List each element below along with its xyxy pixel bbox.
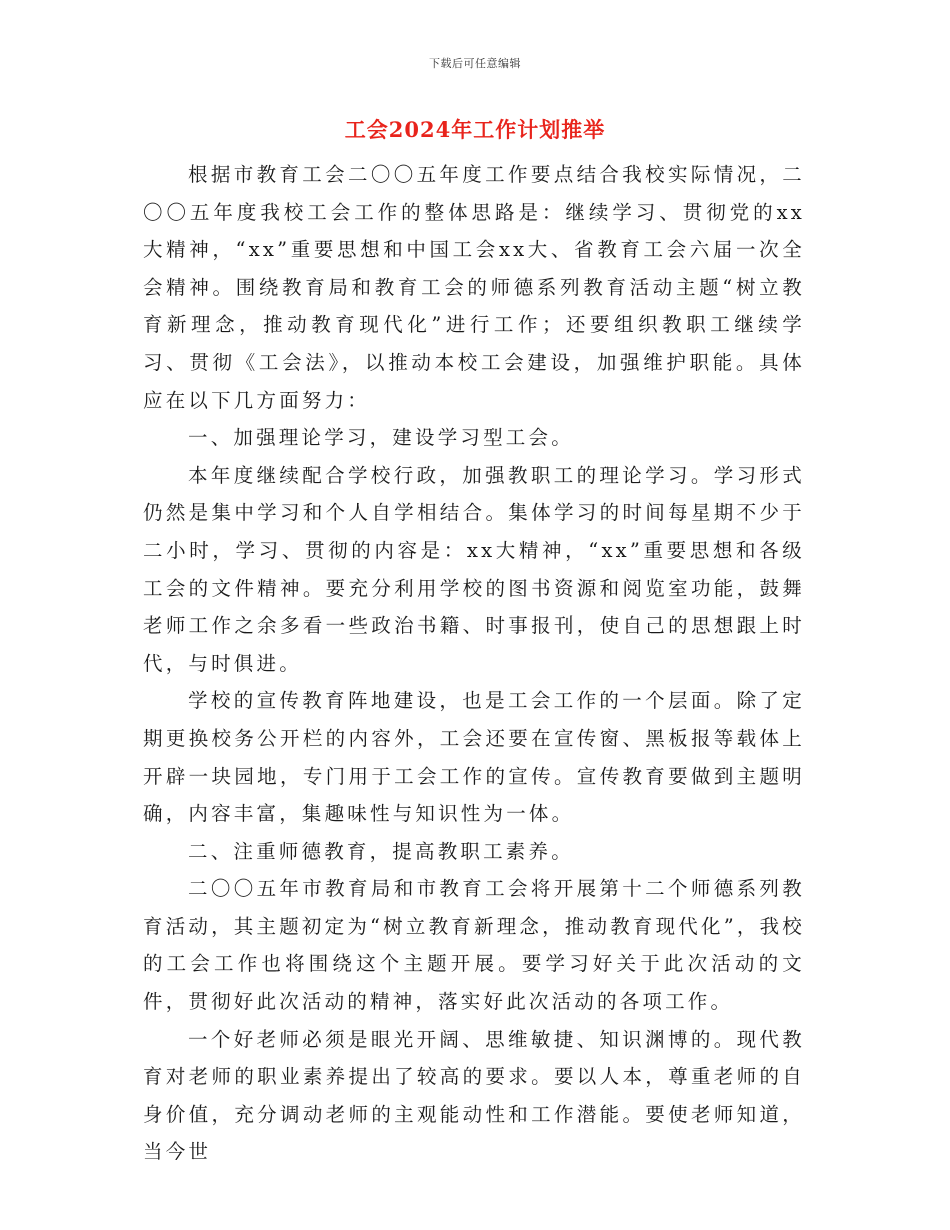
paragraph: 本年度继续配合学校行政，加强教职工的理论学习。学习形式仍然是集中学习和个人自学相结合。集体学习的时间每星期不少于二小时，学习、贯彻的内容是：xx大精神，“xx”重要思想和各级工会的文件精神。要充分利用学校的图书资源和阅览室功能，鼓舞老师工作之余多看一些政治书籍、时事报刊，使自己的思想跟上时代，与时俱进。 — [143, 463, 805, 675]
header-note: 下载后可任意编辑 — [429, 57, 521, 70]
paragraph: 二〇〇五年市教育局和市教育工会将开展第十二个师德系列教育活动，其主题初定为“树立教育新理念，推动教育现代化”，我校的工会工作也将围绕这个主题开展。要学习好关于此次活动的文件，贯彻好此次活动的精神，落实好此次活动的各项工作。 — [143, 877, 805, 1014]
paragraph: 根据市教育工会二〇〇五年度工作要点结合我校实际情况，二〇〇五年度我校工会工作的整体思路是：继续学习、贯彻党的xx大精神，“xx”重要思想和中国工会xx大、省教育工会六届一次全会精神。围绕教育局和教育工会的师德系列教育活动主题“树立教育新理念，推动教育现代化”进行工作；还要组织教职工继续学习、贯彻《工会法》，以推动本校工会建设，加强维护职能。具体应在以下几方面努力： — [143, 163, 805, 412]
paragraph: 一个好老师必须是眼光开阔、思维敏捷、知识渊博的。现代教育对老师的职业素养提出了较高的要求。要以人本，尊重老师的自身价值，充分调动老师的主观能动性和工作潜能。要使老师知道，当今世 — [143, 1027, 805, 1164]
section-heading: 二、注重师德教育，提高教职工素养。 — [188, 839, 574, 863]
document-title: 工会2024年工作计划推举 — [344, 117, 606, 142]
section-heading: 一、加强理论学习，建设学习型工会。 — [188, 426, 574, 450]
document-body — [143, 156, 805, 1171]
paragraph: 学校的宣传教育阵地建设，也是工会工作的一个层面。除了定期更换校务公开栏的内容外，工会还要在宣传窗、黑板报等载体上开辟一块园地，专门用于工会工作的宣传。宣传教育要做到主题明确，内容丰富，集趣味性与知识性为一体。 — [143, 689, 805, 826]
